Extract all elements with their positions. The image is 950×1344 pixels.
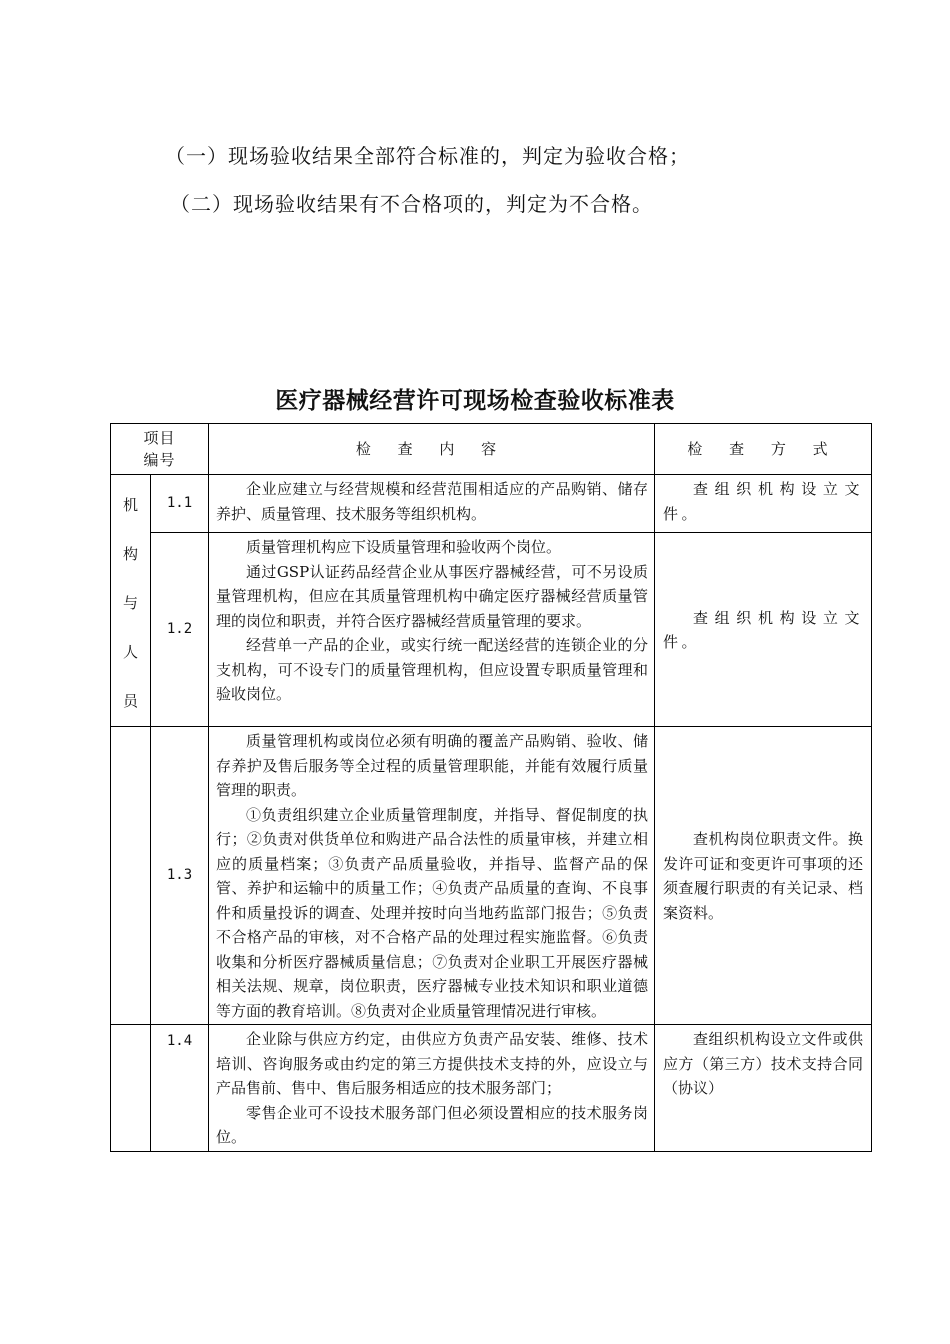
content-paragraph: ①负责组织建立企业质量管理制度，并指导、督促制度的执行；②负责对供货单位和购进产品合法性的质量审核，并建立相应的质量档案；③负责产品质量验收，并指导、监督产品的保管、养护和运输中的质量工作；④负责产品质量的查询、不良事件和质量投诉的调查、处理并按时向当地药监部门报告；⑤负责不合格产品的审核，对不合格产品的处理过程实施监督。⑥负责收集和分析医疗器械质量信息；⑦负责对企业职工开展医疗器械相关法规、规章，岗位职责，医疗器械专业技术知识和职业道德等方面的教育培训。⑧负责对企业质量管理情况进行审核。 — [216, 805, 649, 1020]
category-cell-empty — [111, 1025, 151, 1152]
item-content — [209, 1025, 655, 1152]
category-char: 员 — [122, 692, 138, 710]
table-row — [111, 1025, 872, 1152]
content-paragraph: 零售企业可不设技术服务部门但必须设置相应的技术服务岗位。 — [216, 1103, 649, 1146]
category-char: 与 — [122, 594, 138, 612]
item-number: 1.3 — [151, 727, 209, 1025]
category-cell-empty — [111, 727, 151, 1025]
header-item-number-line2: 编号 — [143, 451, 176, 469]
table-row — [111, 533, 872, 727]
category-char: 构 — [122, 545, 138, 563]
item-method — [655, 475, 872, 533]
content-paragraph: 质量管理机构或岗位必须有明确的覆盖产品购销、验收、储存养护及售后服务等全过程的质量管理职能，并能有效履行质量管理的职责。 — [216, 732, 649, 799]
category-cell — [111, 475, 151, 727]
content-paragraph: 企业应建立与经营规模和经营范围相适应的产品购销、储存养护、质量管理、技术服务等组织机构。 — [216, 480, 649, 523]
intro-line-1: （一）现场验收结果全部符合标准的，判定为验收合格； — [165, 144, 690, 168]
item-content — [209, 727, 655, 1025]
table-header-row — [111, 424, 872, 475]
item-content — [209, 533, 655, 727]
method-text: 查机构岗位职责文件。换发许可证和变更许可事项的还须查履行职责的有关记录、档案资料。 — [663, 830, 864, 922]
method-text: 查组织机构设立文件。 — [663, 608, 864, 652]
content-paragraph: 通过GSP认证药品经营企业从事医疗器械经营，可不另设质量管理机构，但应在其质量管理机构中确定医疗器械经营质量管理的岗位和职责，并符合医疗器械经营质量管理的要求。 — [216, 562, 649, 630]
item-method — [655, 727, 872, 1025]
content-paragraph: 经营单一产品的企业，或实行统一配送经营的连锁企业的分支机构，可不设专门的质量管理机构，但应设置专职质量管理和验收岗位。 — [216, 636, 649, 704]
method-text: 查组织机构设立文件。 — [663, 480, 864, 523]
inspection-standard-table — [110, 423, 872, 1152]
category-char: 人 — [122, 643, 138, 661]
intro-line-2: （二）现场验收结果有不合格项的，判定为不合格。 — [170, 192, 653, 216]
header-content: 检 查 内 容 — [209, 424, 655, 475]
header-item-number-line1: 项目 — [143, 429, 176, 447]
item-content — [209, 475, 655, 533]
item-number: 1.2 — [151, 533, 209, 727]
header-item-number — [111, 424, 209, 475]
content-paragraph: 质量管理机构应下设质量管理和验收两个岗位。 — [246, 538, 562, 557]
table-row — [111, 727, 872, 1025]
category-char: 机 — [122, 496, 138, 514]
method-text: 查组织机构设立文件或供应方（第三方）技术支持合同（协议） — [663, 1030, 864, 1097]
item-method — [655, 1025, 872, 1152]
item-number: 1.4 — [151, 1025, 209, 1152]
header-method: 检 查 方 式 — [655, 424, 872, 475]
table-row — [111, 475, 872, 533]
table-title: 医疗器械经营许可现场检查验收标准表 — [275, 387, 675, 414]
item-method — [655, 533, 872, 727]
content-paragraph: 企业除与供应方约定，由供应方负责产品安装、维修、技术培训、咨询服务或由约定的第三方提供技术支持的外，应设立与产品售前、售中、售后服务相适应的技术服务部门； — [216, 1030, 649, 1097]
item-number: 1.1 — [151, 475, 209, 533]
